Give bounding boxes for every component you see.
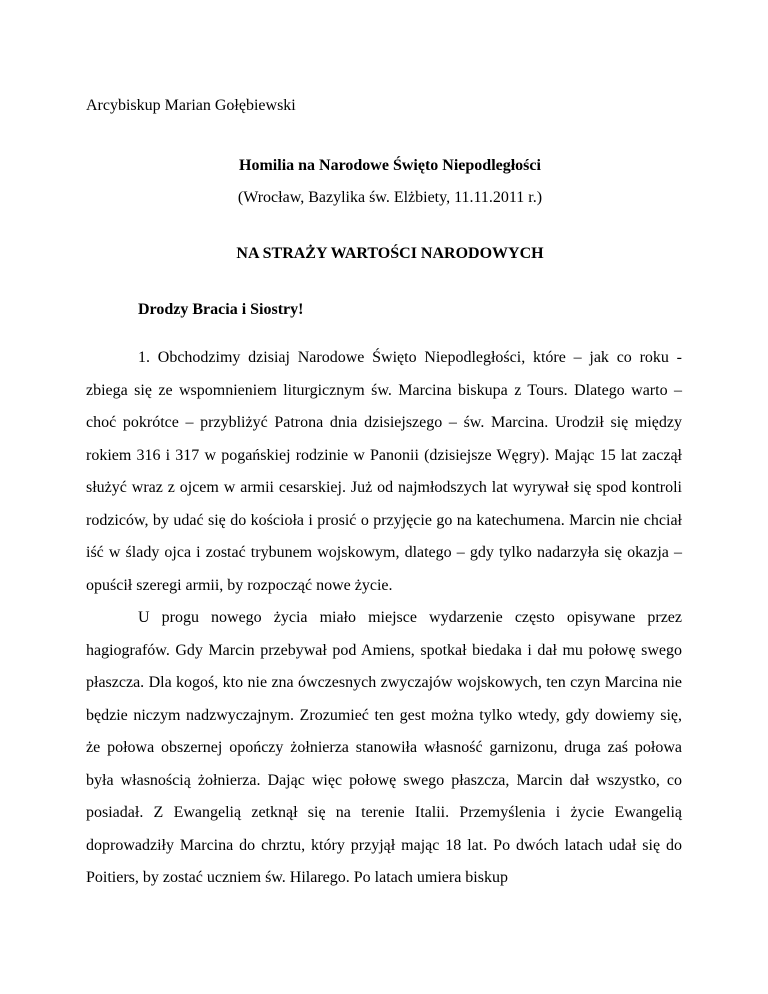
body-text xyxy=(86,342,682,895)
author-line: Arcybiskup Marian Gołębiewski xyxy=(86,97,296,114)
paragraph-2: U progu nowego życia miało miejsce wydarzenie często opisywane przez hagiografów. Gdy Marcin przebywał pod Amiens, spotkał biedaka i dał mu połowę swego płaszcza. Dla kogoś, kto nie zna ówczesnych zwyczajów wojskowych, ten czyn Marcina nie będzie niczym nadzwyczajnym. Zrozumieć ten gest można tylko wtedy, gdy dowiemy się, że połowa obszernej opończy żołnierza stanowiła własność garnizonu, druga zaś połowa była własnością żołnierza. Dając więc połowę swego płaszcza, Marcin dał wszystko, co posiadał. Z Ewangelią zetknął się na terenie Italii. Przemyślenia i życie Ewangelią doprowadziły Marcina do chrztu, który przyjął mając 18 lat. Po dwóch latach udał się do Poitiers, by zostać uczniem św. Hilarego. Po latach umiera biskup xyxy=(86,609,682,886)
greeting: Drodzy Bracia i Siostry! xyxy=(138,301,304,318)
homily-subtitle: (Wrocław, Bazylika św. Elżbiety, 11.11.2011 r.) xyxy=(237,189,543,206)
section-heading: NA STRAŻY WARTOŚCI NARODOWYCH xyxy=(236,245,544,262)
paragraph-1: 1. Obchodzimy dzisiaj Narodowe Święto Niepodległości, które – jak co roku - zbiega się ze wspomnieniem liturgicznym św. Marcina biskupa z Tours. Dlatego warto – choć pokrótce – przybliżyć Patrona dnia dzisiejszego – św. Marcina. Urodził się między rokiem 316 i 317 w pogańskiej rodzinie w Panonii (dzisiejsze Węgry). Mając 15 lat zaczął służyć wraz z ojcem w armii cesarskiej. Już od najmłodszych lat wyrywał się spod kontroli rodziców, by udać się do kościoła i prosić o przyjęcie go na katechumena. Marcin nie chciał iść w ślady ojca i zostać trybunem wojskowym, dlatego – gdy tylko nadarzyła się okazja – opuścił szeregi armii, by rozpocząć nowe życie. xyxy=(86,349,682,594)
homily-title: Homilia na Narodowe Święto Niepodległości xyxy=(239,157,541,174)
